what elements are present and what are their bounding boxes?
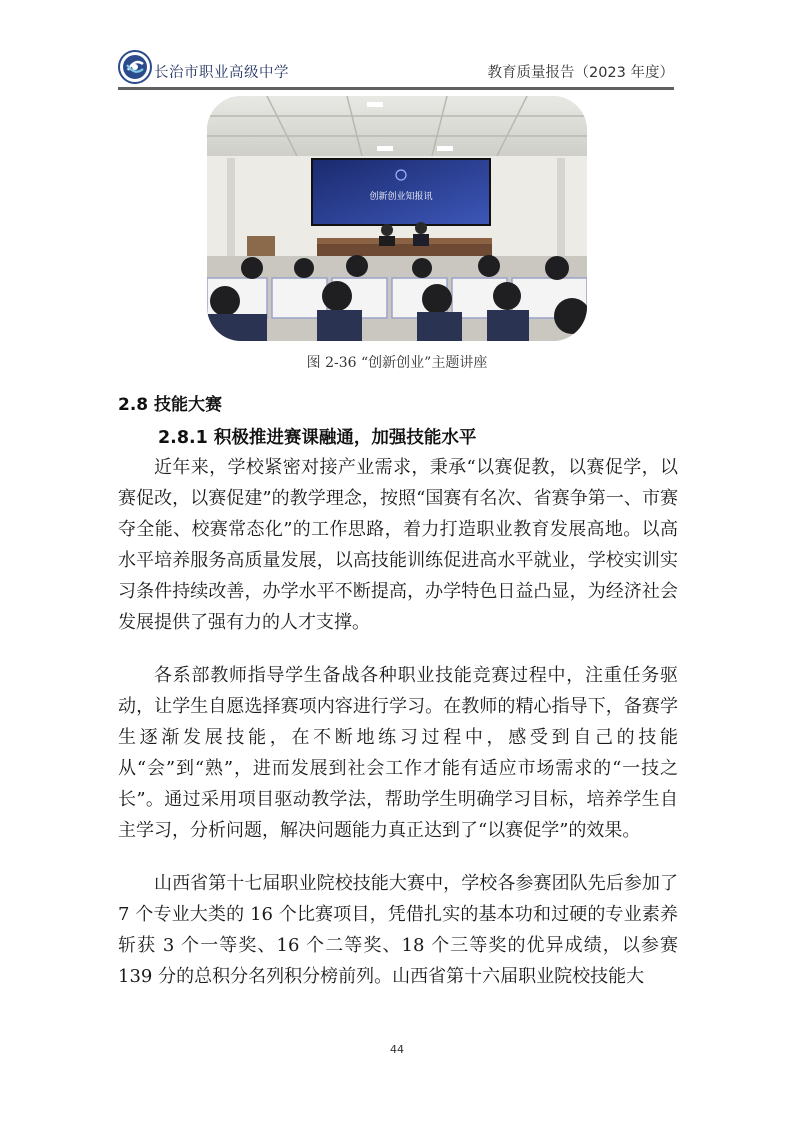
page-number: 44 <box>390 1043 404 1056</box>
school-name: 长治市职业高级中学 <box>154 65 289 81</box>
paragraph: 近年来，学校紧密对接产业需求，秉承“以赛促教，以赛促学，以赛促改，以赛促建”的教学理念，按照“国赛有名次、省赛争第一、市赛夺全能、校赛常态化”的工作思路，着力打造职业教育发展高地。以高水平培养服务高质量发展，以高技能训练促进高水平就业，学校实训实习条件持续改善，办学水平不断提高，办学特色日益凸显，为经济社会发展提供了强有力的人才支撑。 <box>118 457 678 633</box>
lecture-hall-image <box>207 96 587 341</box>
page-header <box>118 50 674 88</box>
figure-caption: 图 2-36 “创新创业”主题讲座 <box>306 355 488 371</box>
screen-text: 创新创业知报讯 <box>369 192 433 202</box>
header-divider <box>118 87 674 90</box>
subsection-heading: 2.8.1 积极推进赛课融通，加强技能水平 <box>158 428 477 448</box>
paragraph: 山西省第十七届职业院校技能大赛中，学校各参赛团队先后参加了 7 个专业大类的 16 个比赛项目，凭借扎实的基本功和过硬的专业素养斩获 3 个一等奖、16 个二等奖、18 个三等奖的优异成绩，以参赛 139 分的总积分名列积分榜前列。山西省第十六届职业院校技能大 <box>118 873 678 987</box>
school-logo-icon <box>118 50 152 84</box>
report-title: 教育质量报告（2023 年度） <box>487 65 674 81</box>
section-heading: 2.8 技能大赛 <box>118 395 223 415</box>
lecture-photo <box>207 96 587 341</box>
paragraph: 各系部教师指导学生备战各种职业技能竞赛过程中，注重任务驱动，让学生自愿选择赛项内容进行学习。在教师的精心指导下，备赛学生逐渐发展技能，在不断地练习过程中，感受到自己的技能从“会”到“熟”，进而发展到社会工作才能有适应市场需求的“一技之长”。通过采用项目驱动教学法，帮助学生明确学习目标，培养学生自主学习，分析问题，解决问题能力真正达到了“以赛促学”的效果。 <box>118 665 678 841</box>
